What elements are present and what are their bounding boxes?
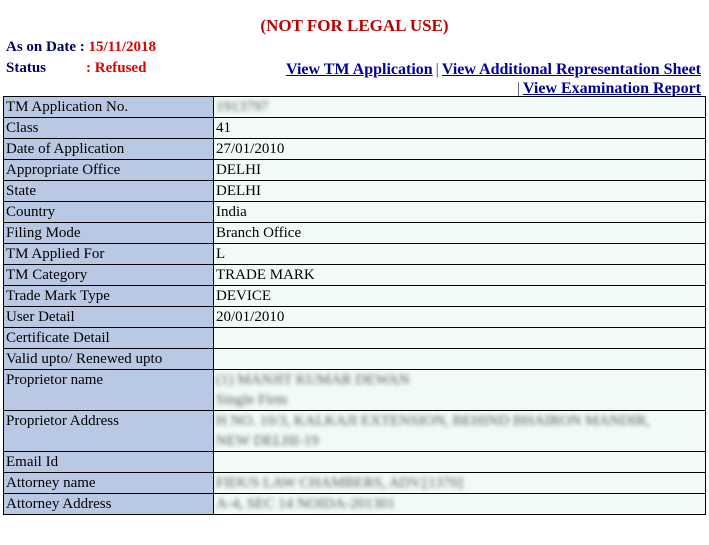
field-label: Proprietor Address bbox=[4, 411, 214, 452]
table-row bbox=[4, 307, 706, 328]
application-details-table bbox=[3, 96, 706, 515]
field-label: Class bbox=[4, 118, 214, 139]
field-value bbox=[214, 265, 706, 286]
field-label: Email Id bbox=[4, 452, 214, 473]
table-row bbox=[4, 328, 706, 349]
not-for-legal-use-notice: (NOT FOR LEGAL USE) bbox=[260, 16, 449, 35]
field-value-text: L bbox=[216, 246, 226, 262]
report-links bbox=[286, 60, 701, 98]
field-value bbox=[214, 118, 706, 139]
field-value bbox=[214, 160, 706, 181]
field-value bbox=[214, 494, 706, 515]
field-label: Attorney name bbox=[4, 473, 214, 494]
field-label: Date of Application bbox=[4, 139, 214, 160]
as-on-date bbox=[6, 39, 156, 56]
table-row bbox=[4, 202, 706, 223]
table-row bbox=[4, 494, 706, 515]
field-value bbox=[214, 286, 706, 307]
table-row bbox=[4, 118, 706, 139]
field-value bbox=[214, 328, 706, 349]
status-value: : Refused bbox=[86, 60, 147, 76]
field-value-text: FIDUS LAW CHAMBERS, ADV.[1370] bbox=[216, 475, 464, 491]
field-label: State bbox=[4, 181, 214, 202]
field-value bbox=[214, 307, 706, 328]
status bbox=[6, 60, 146, 77]
field-value-text: DELHI bbox=[216, 183, 261, 199]
field-value-text-line2: Single Firm bbox=[216, 392, 288, 408]
field-label: User Detail bbox=[4, 307, 214, 328]
field-value bbox=[214, 181, 706, 202]
as-on-date-value: 15/11/2018 bbox=[88, 39, 157, 55]
table-row bbox=[4, 286, 706, 307]
field-label: Country bbox=[4, 202, 214, 223]
table-row bbox=[4, 411, 706, 452]
field-label: Valid upto/ Renewed upto bbox=[4, 349, 214, 370]
field-value-text: (1) MANJIT KUMAR DEWAN bbox=[216, 372, 410, 388]
view-tm-application-link[interactable]: View TM Application bbox=[285, 61, 433, 78]
field-value-text: India bbox=[216, 204, 247, 220]
view-examination-report-link[interactable]: View Examination Report bbox=[522, 80, 701, 97]
table-row bbox=[4, 265, 706, 286]
field-value-text-line2: NEW DELHI-19 bbox=[216, 433, 319, 449]
field-value-text: A-4, SEC 14 NOIDA-201301 bbox=[216, 496, 396, 512]
table-row bbox=[4, 223, 706, 244]
as-on-date-label: As on Date : bbox=[6, 39, 85, 55]
field-value-text: Branch Office bbox=[216, 225, 302, 241]
field-value bbox=[214, 349, 706, 370]
field-value-text: 20/01/2010 bbox=[216, 309, 285, 325]
field-label: Certificate Detail bbox=[4, 328, 214, 349]
field-value-text: 27/01/2010 bbox=[216, 141, 285, 157]
table-row bbox=[4, 473, 706, 494]
field-value-text: DEVICE bbox=[216, 288, 271, 304]
view-additional-representation-sheet-link[interactable]: View Additional Representation Sheet bbox=[441, 61, 701, 78]
field-value bbox=[214, 139, 706, 160]
field-value bbox=[214, 452, 706, 473]
field-value-text: H NO. 10/3, KALKAJI EXTENSION, BEHIND BHAIRON MANDIR, bbox=[216, 413, 650, 429]
field-label: Appropriate Office bbox=[4, 160, 214, 181]
field-value-text: DELHI bbox=[216, 162, 261, 178]
field-value bbox=[214, 97, 706, 118]
field-label: Filing Mode bbox=[4, 223, 214, 244]
table-row bbox=[4, 160, 706, 181]
table-row bbox=[4, 349, 706, 370]
table-row bbox=[4, 370, 706, 411]
field-label: Trade Mark Type bbox=[4, 286, 214, 307]
field-value bbox=[214, 370, 706, 411]
link-separator: | bbox=[516, 80, 520, 97]
field-value-text: 1913797 bbox=[216, 99, 269, 115]
field-value-text: 41 bbox=[216, 120, 231, 136]
field-value bbox=[214, 244, 706, 265]
link-separator: | bbox=[435, 61, 439, 78]
table-row bbox=[4, 139, 706, 160]
field-value bbox=[214, 411, 706, 452]
status-label: Status bbox=[6, 60, 47, 76]
field-value bbox=[214, 473, 706, 494]
field-label: Attorney Address bbox=[4, 494, 214, 515]
field-value-text: TRADE MARK bbox=[216, 267, 315, 283]
table-row bbox=[4, 181, 706, 202]
field-value bbox=[214, 202, 706, 223]
field-value bbox=[214, 223, 706, 244]
field-label: TM Application No. bbox=[4, 97, 214, 118]
table-row bbox=[4, 244, 706, 265]
table-row bbox=[4, 452, 706, 473]
field-label: TM Category bbox=[4, 265, 214, 286]
field-label: Proprietor name bbox=[4, 370, 214, 411]
table-row bbox=[4, 97, 706, 118]
field-label: TM Applied For bbox=[4, 244, 214, 265]
